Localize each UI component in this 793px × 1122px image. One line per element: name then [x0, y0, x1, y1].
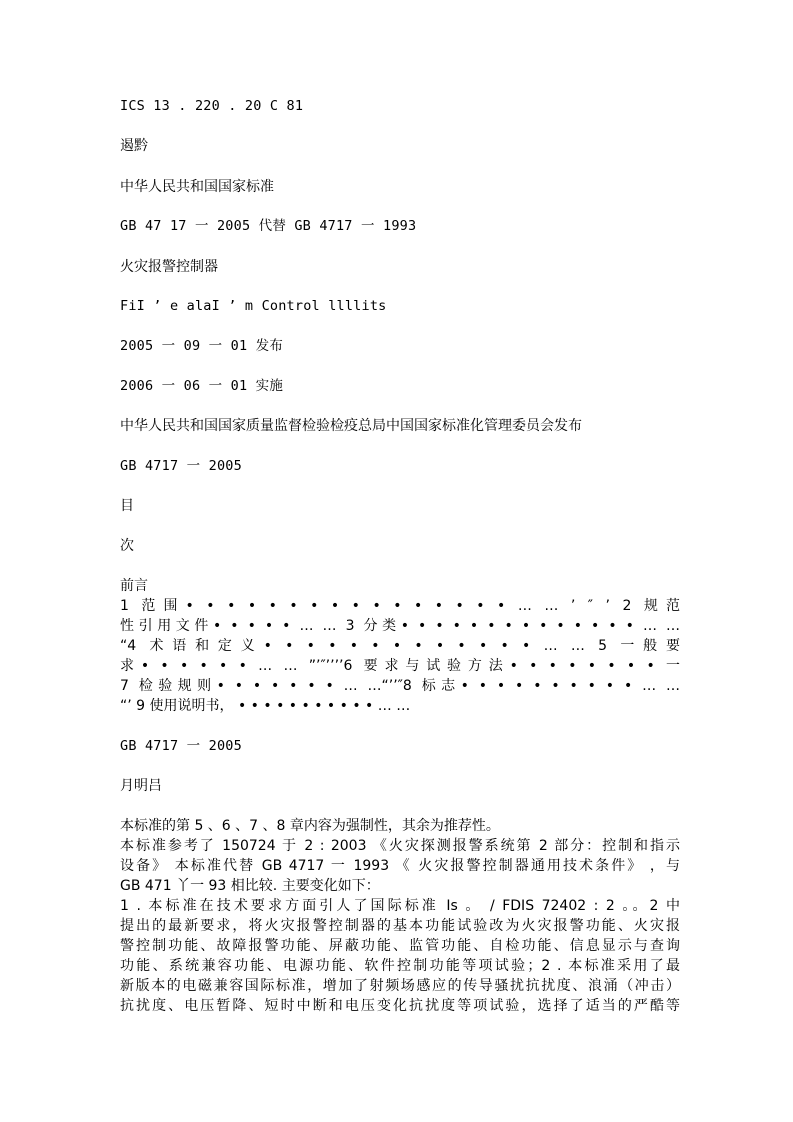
toc-line: 1 范围• • • • • • • • • • • • • • • • … … ’ ″ ’ 2 规范 [120, 598, 680, 614]
foreword-running-header: GB 4717 一 2005 [120, 738, 242, 754]
toc-line: 前言 [120, 578, 148, 594]
foreword-line: 新版本的电磁兼容国际标准，增加了射频场感应的传导骚扰抗扰度、浪涌（冲击） [120, 978, 680, 994]
document-title-en: FiI ’ e alaI ’ m Control llllits [120, 298, 387, 314]
standard-mark: 遏黔 [120, 138, 148, 154]
foreword-line: 本标准的第 5 、6 、7 、8 章内容为强制性，其余为推荐性。 [120, 818, 500, 834]
toc-heading-part-1: 目 [120, 498, 134, 514]
foreword-line: 提出的最新要求，将火灾报警控制器的基本功能试验改为火灾报警功能、火灾报 [120, 918, 680, 934]
implement-date: 2006 一 06 一 01 实施 [120, 378, 284, 394]
national-standard-heading: 中华人民共和国国家标准 [120, 179, 274, 195]
toc-heading-part-2: 次 [120, 538, 134, 554]
toc-line: 7 检验规则• • • • • • • … …“’’″8 标志• • • • • • • • • • … … [120, 678, 680, 694]
foreword-line: 1 . 本标准在技术要求方面引人了国际标准 Is 。 / FDIS 72402 : 2 。。2 中 [120, 898, 680, 914]
toc-line: 求• • • • • • … … ”’″’’’’6 要求与试验方法• • • • • • • • 一 [120, 658, 680, 674]
ics-code: ICS 13 . 220 . 20 C 81 [120, 98, 304, 114]
toc-line: 性引用文件• • • • • … … 3 分类• • • • • • • • • • • • • • … … [120, 618, 680, 634]
issuing-authority: 中华人民共和国国家质量监督检验检疫总局中国国家标准化管理委员会发布 [120, 418, 582, 434]
foreword-line: GB 471 丫一 93 相比较. 主要变化如下： [120, 878, 380, 894]
document-title-cn: 火灾报警控制器 [120, 259, 218, 275]
publish-date: 2005 一 09 一 01 发布 [120, 338, 284, 354]
standard-number: GB 47 17 一 2005 代替 GB 4717 一 1993 [120, 218, 417, 234]
toc-running-header: GB 4717 一 2005 [120, 458, 242, 474]
toc-line: “’ 9 使用说明书， • • • • • • • • • • • … … [120, 698, 411, 714]
foreword-line: 功能、系统兼容功能、电源功能、软件控制功能等项试验；2 . 本标准采用了最 [120, 958, 680, 974]
foreword-line: 设备》 本标准代替 GB 4717 一 1993 《 火灾报警控制器通用技术条件》 ，与 [120, 858, 680, 874]
foreword-line: 本标准参考了 150724 于 2 : 2003 《火灾探测报警系统第 2 部分：控制和指示 [120, 838, 680, 854]
foreword-line: 抗扰度、电压暂降、短时中断和电压变化抗扰度等项试验，选择了适当的严酷等 [120, 998, 680, 1014]
toc-line: “4 术语和定义• • • • • • • • • • • • • … … 5 一般要 [120, 638, 680, 654]
foreword-line: 警控制功能、故障报警功能、屏蔽功能、监管功能、自检功能、信息显示与查询 [120, 938, 680, 954]
foreword-heading: 月明吕 [120, 778, 162, 794]
